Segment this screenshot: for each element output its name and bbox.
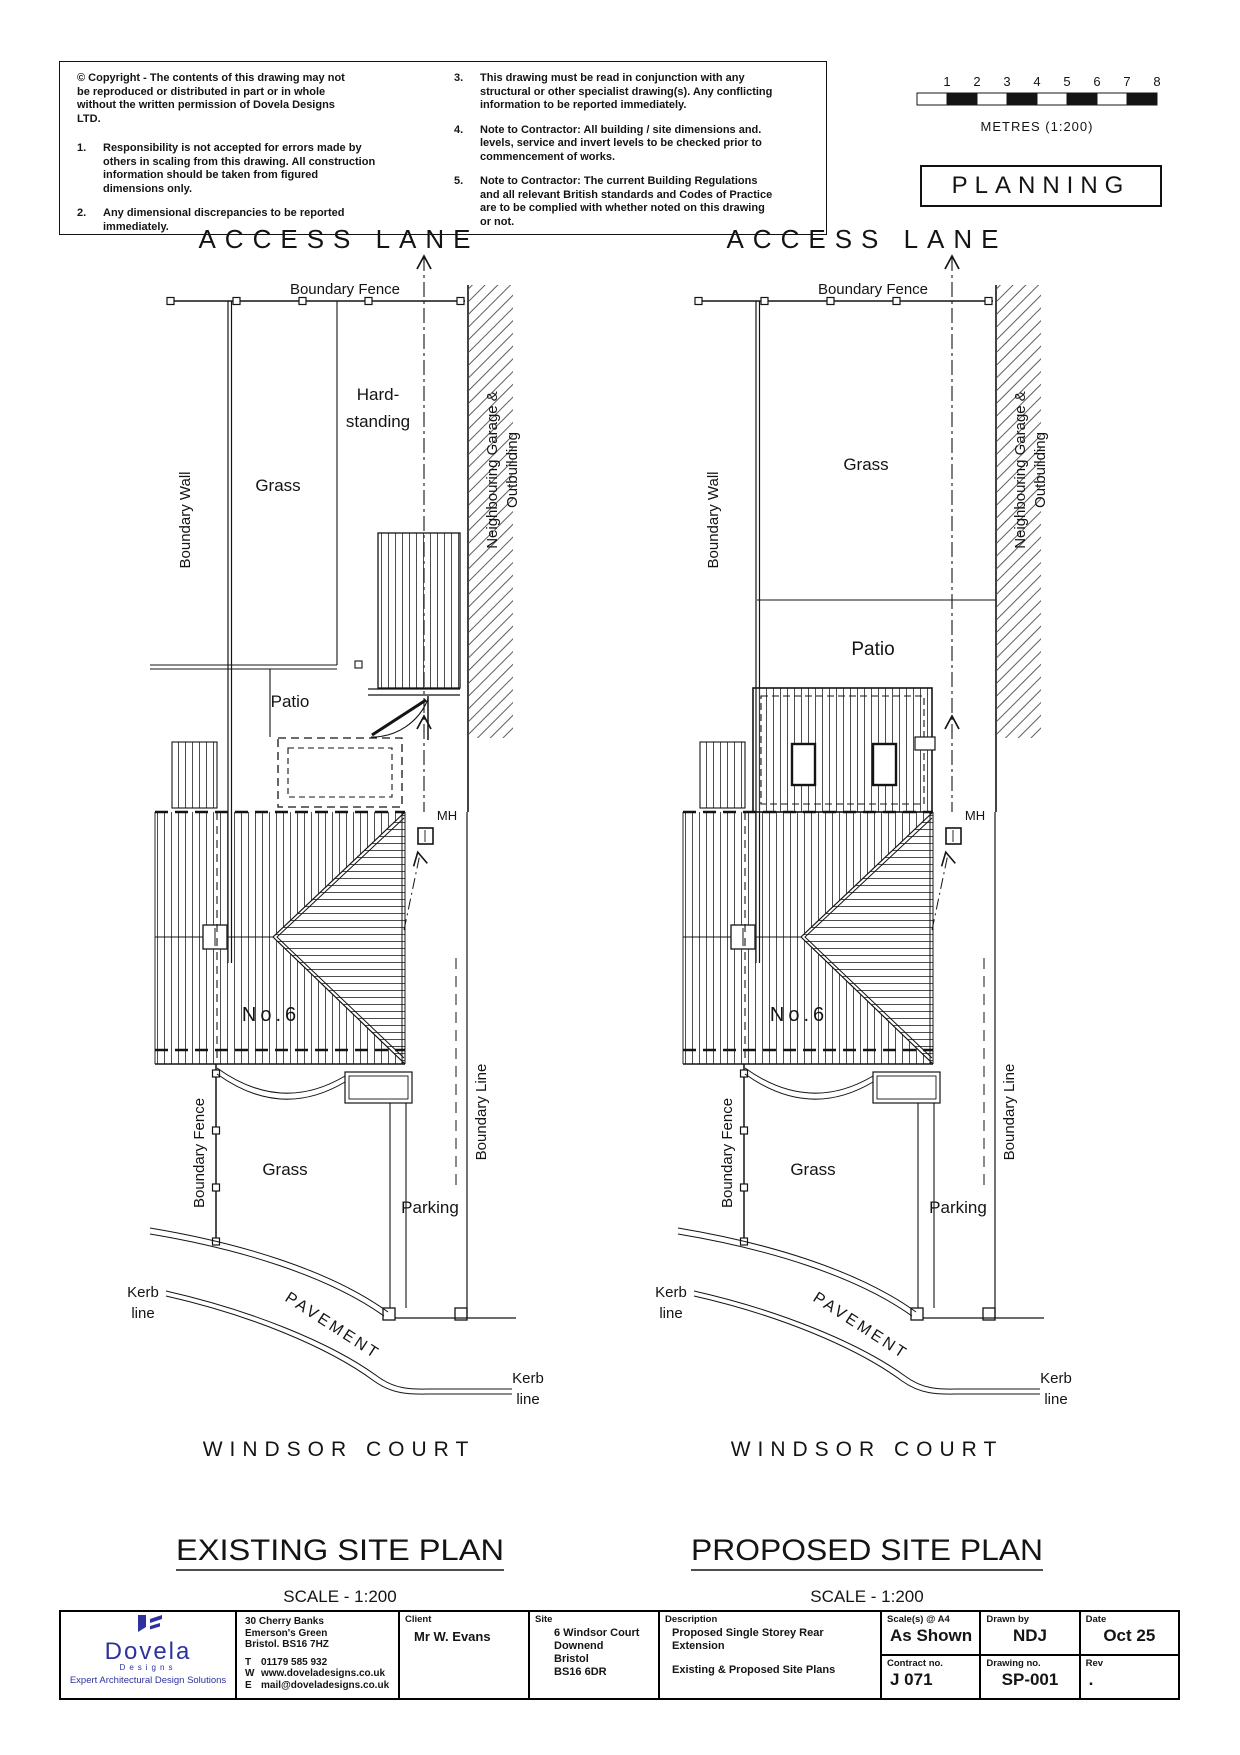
address-line: Emerson's Green bbox=[245, 1627, 328, 1639]
boundary-fence-lower-label: Boundary Fence bbox=[719, 1097, 736, 1209]
client-cell bbox=[400, 1612, 530, 1698]
site-line: BS16 6DR bbox=[554, 1666, 607, 1678]
revision-cell bbox=[1081, 1656, 1178, 1698]
grass-main-label: Grass bbox=[843, 455, 889, 474]
manhole-label: MH bbox=[964, 808, 986, 823]
kerb-line-label: Kerb bbox=[127, 1284, 159, 1301]
contract-no-label: Contract no. bbox=[887, 1658, 943, 1669]
existing-plan-linework bbox=[150, 256, 516, 1394]
drawing-no-cell bbox=[981, 1656, 1080, 1698]
description-line: Proposed Single Storey Rear bbox=[672, 1627, 824, 1639]
drawn-by-cell bbox=[981, 1612, 1080, 1654]
grass-upper-label: Grass bbox=[255, 476, 301, 495]
grass-lower-label: Grass bbox=[790, 1160, 836, 1179]
contract-no-cell bbox=[882, 1656, 981, 1698]
site-label: Site bbox=[535, 1614, 553, 1625]
rooflight bbox=[792, 744, 815, 785]
note-number: 5. bbox=[454, 175, 464, 187]
company-name: Dovela bbox=[104, 1638, 192, 1665]
date-cell bbox=[1081, 1612, 1178, 1654]
scale-tick: 6 bbox=[1093, 74, 1101, 89]
address-line: 30 Cherry Banks bbox=[245, 1616, 324, 1627]
description-cell bbox=[660, 1612, 882, 1698]
parking-label: Parking bbox=[929, 1198, 987, 1217]
date-value: Oct 25 bbox=[1103, 1626, 1156, 1645]
contact-value: mail@doveladesigns.co.uk bbox=[261, 1679, 390, 1691]
manhole-label: MH bbox=[436, 808, 458, 823]
description-line: Existing & Proposed Site Plans bbox=[672, 1664, 836, 1676]
house-number-label: No.6 bbox=[241, 1004, 301, 1026]
contact-value: 01179 585 932 bbox=[261, 1656, 328, 1668]
company-subname: Designs bbox=[119, 1663, 177, 1672]
dovela-logo-icon bbox=[126, 1614, 170, 1636]
drawing-info-grid bbox=[882, 1612, 1178, 1698]
drawn-by-value: NDJ bbox=[1012, 1626, 1047, 1645]
contact-row bbox=[245, 1657, 398, 1669]
note-number: 3. bbox=[454, 72, 464, 84]
scale-at-a4-label: Scale(s) @ A4 bbox=[887, 1614, 950, 1625]
scale-tick: 3 bbox=[1003, 74, 1011, 89]
scale-tick: 5 bbox=[1063, 74, 1071, 89]
kerb-line-label: Kerb bbox=[512, 1370, 544, 1387]
scale-tick: 4 bbox=[1033, 74, 1041, 89]
drawn-by-label: Drawn by bbox=[986, 1614, 1030, 1625]
parking-label: Parking bbox=[401, 1198, 459, 1217]
grass-lower-label: Grass bbox=[262, 1160, 308, 1179]
scale-tick: 8 bbox=[1153, 74, 1161, 89]
note-number: 4. bbox=[454, 123, 464, 136]
note-text: Any dimensional discrepancies to be reported immediately. bbox=[103, 207, 345, 233]
kerb-line-label: line bbox=[1044, 1391, 1068, 1408]
description-label: Description bbox=[665, 1614, 718, 1625]
title-block bbox=[59, 1610, 1180, 1700]
contact-key: W bbox=[245, 1668, 255, 1679]
neighbouring-garage-label: Neighbouring Garage & bbox=[1012, 391, 1029, 549]
description-line: Extension bbox=[672, 1640, 725, 1652]
boundary-fence-label: Boundary Fence bbox=[289, 281, 401, 298]
pavement-label: PAVEMENT bbox=[281, 1289, 384, 1364]
proposed-plan-linework bbox=[678, 256, 1044, 1394]
site-line: Bristol bbox=[554, 1653, 589, 1665]
access-lane-label: ACCESS LANE bbox=[198, 224, 480, 254]
site-line: 6 Windsor Court bbox=[554, 1627, 640, 1639]
scale-at-a4-cell bbox=[882, 1612, 981, 1654]
note-text: Responsibility is not accepted for errors made by others in scaling from this drawing. All construction information should be taken from figured dimensions only. bbox=[103, 142, 376, 195]
kerb-line-label: line bbox=[131, 1305, 155, 1322]
contact-value: www.doveladesigns.co.uk bbox=[261, 1668, 386, 1679]
hard-standing-label: Hard- bbox=[356, 385, 400, 404]
kerb-line-label: Kerb bbox=[655, 1284, 687, 1301]
copyright-note: © Copyright - The contents of this drawing may not be reproduced or distributed in part or in whole without the written permission of Dovela Designs LTD. bbox=[77, 72, 345, 125]
boundary-line-label: Boundary Line bbox=[1001, 1063, 1018, 1161]
kerb-line-label: Kerb bbox=[1040, 1370, 1072, 1387]
scale-tick: 1 bbox=[943, 74, 951, 89]
scale-bar-numbers bbox=[943, 74, 1160, 89]
revision-label: Rev bbox=[1085, 1658, 1104, 1669]
planning-stamp-label: PLANNING bbox=[951, 172, 1131, 199]
boundary-line-label: Boundary Line bbox=[473, 1063, 490, 1161]
boundary-wall-label: Boundary Wall bbox=[705, 471, 722, 569]
contact-key: E bbox=[245, 1679, 252, 1691]
note-text: Note to Contractor: The current Building Regulations and all relevant British standards and Codes of Practice are to be complied with whether noted on this drawing or not. bbox=[480, 175, 773, 228]
existing-plan-title: EXISTING SITE PLAN bbox=[176, 1534, 504, 1567]
contact-row bbox=[245, 1680, 398, 1692]
boundary-fence-lower-label: Boundary Fence bbox=[191, 1097, 208, 1209]
street-name-label: WINDSOR COURT bbox=[730, 1438, 1004, 1461]
contact-key: T bbox=[245, 1656, 252, 1668]
neighbouring-garage-label: Outbuilding bbox=[1032, 432, 1049, 508]
site-cell bbox=[530, 1612, 660, 1698]
proposed-plan-scale: SCALE - 1:200 bbox=[810, 1587, 924, 1606]
scale-bar-caption: METRES (1:200) bbox=[980, 119, 1094, 134]
contract-no-value: J 071 bbox=[890, 1670, 933, 1689]
access-lane-label: ACCESS LANE bbox=[726, 224, 1008, 254]
contact-row bbox=[245, 1668, 398, 1680]
kerb-line-label: line bbox=[516, 1391, 540, 1408]
boundary-fence-label: Boundary Fence bbox=[817, 281, 929, 298]
scale-tick: 7 bbox=[1123, 74, 1131, 89]
date-label: Date bbox=[1085, 1614, 1107, 1625]
neighbouring-garage-label: Neighbouring Garage & bbox=[484, 391, 501, 549]
drawing-no-label: Drawing no. bbox=[986, 1658, 1041, 1669]
company-address-cell bbox=[237, 1612, 400, 1698]
drawing-no-value: SP-001 bbox=[1001, 1670, 1059, 1689]
kerb-line-label: line bbox=[659, 1305, 683, 1322]
company-tagline: Expert Architectural Design Solutions bbox=[69, 1675, 227, 1686]
note-text: This drawing must be read in conjunction with any structural or other specialist drawing(s). Any conflicting information to be reported immediately. bbox=[480, 72, 773, 111]
house-number-label: No.6 bbox=[769, 1004, 829, 1026]
existing-plan-scale: SCALE - 1:200 bbox=[283, 1587, 397, 1606]
rooflight bbox=[873, 744, 896, 785]
address-line: Bristol. BS16 7HZ bbox=[245, 1639, 329, 1650]
note-number: 2. bbox=[77, 207, 87, 219]
proposed-plan-title: PROPOSED SITE PLAN bbox=[691, 1534, 1043, 1567]
client-label: Client bbox=[405, 1614, 432, 1625]
note-number: 1. bbox=[77, 142, 87, 154]
client-value: Mr W. Evans bbox=[414, 1629, 491, 1644]
revision-value: . bbox=[1088, 1670, 1094, 1689]
scale-bar bbox=[917, 74, 1161, 134]
patio-label: Patio bbox=[851, 639, 895, 660]
scale-tick: 2 bbox=[973, 74, 981, 89]
company-logo-cell bbox=[61, 1612, 237, 1698]
site-line: Downend bbox=[554, 1640, 604, 1652]
note-text: Note to Contractor: All building / site dimensions and. levels, service and invert levels to be checked prior to commencement of works. bbox=[480, 123, 762, 163]
pavement-label: PAVEMENT bbox=[809, 1289, 912, 1364]
patio-label: Patio bbox=[270, 692, 310, 711]
neighbouring-garage-label: Outbuilding bbox=[504, 432, 521, 508]
boundary-wall-label: Boundary Wall bbox=[177, 471, 194, 569]
hard-standing-label: standing bbox=[345, 412, 411, 431]
scale-at-a4-value: As Shown bbox=[890, 1626, 973, 1645]
street-name-label: WINDSOR COURT bbox=[202, 1438, 476, 1461]
